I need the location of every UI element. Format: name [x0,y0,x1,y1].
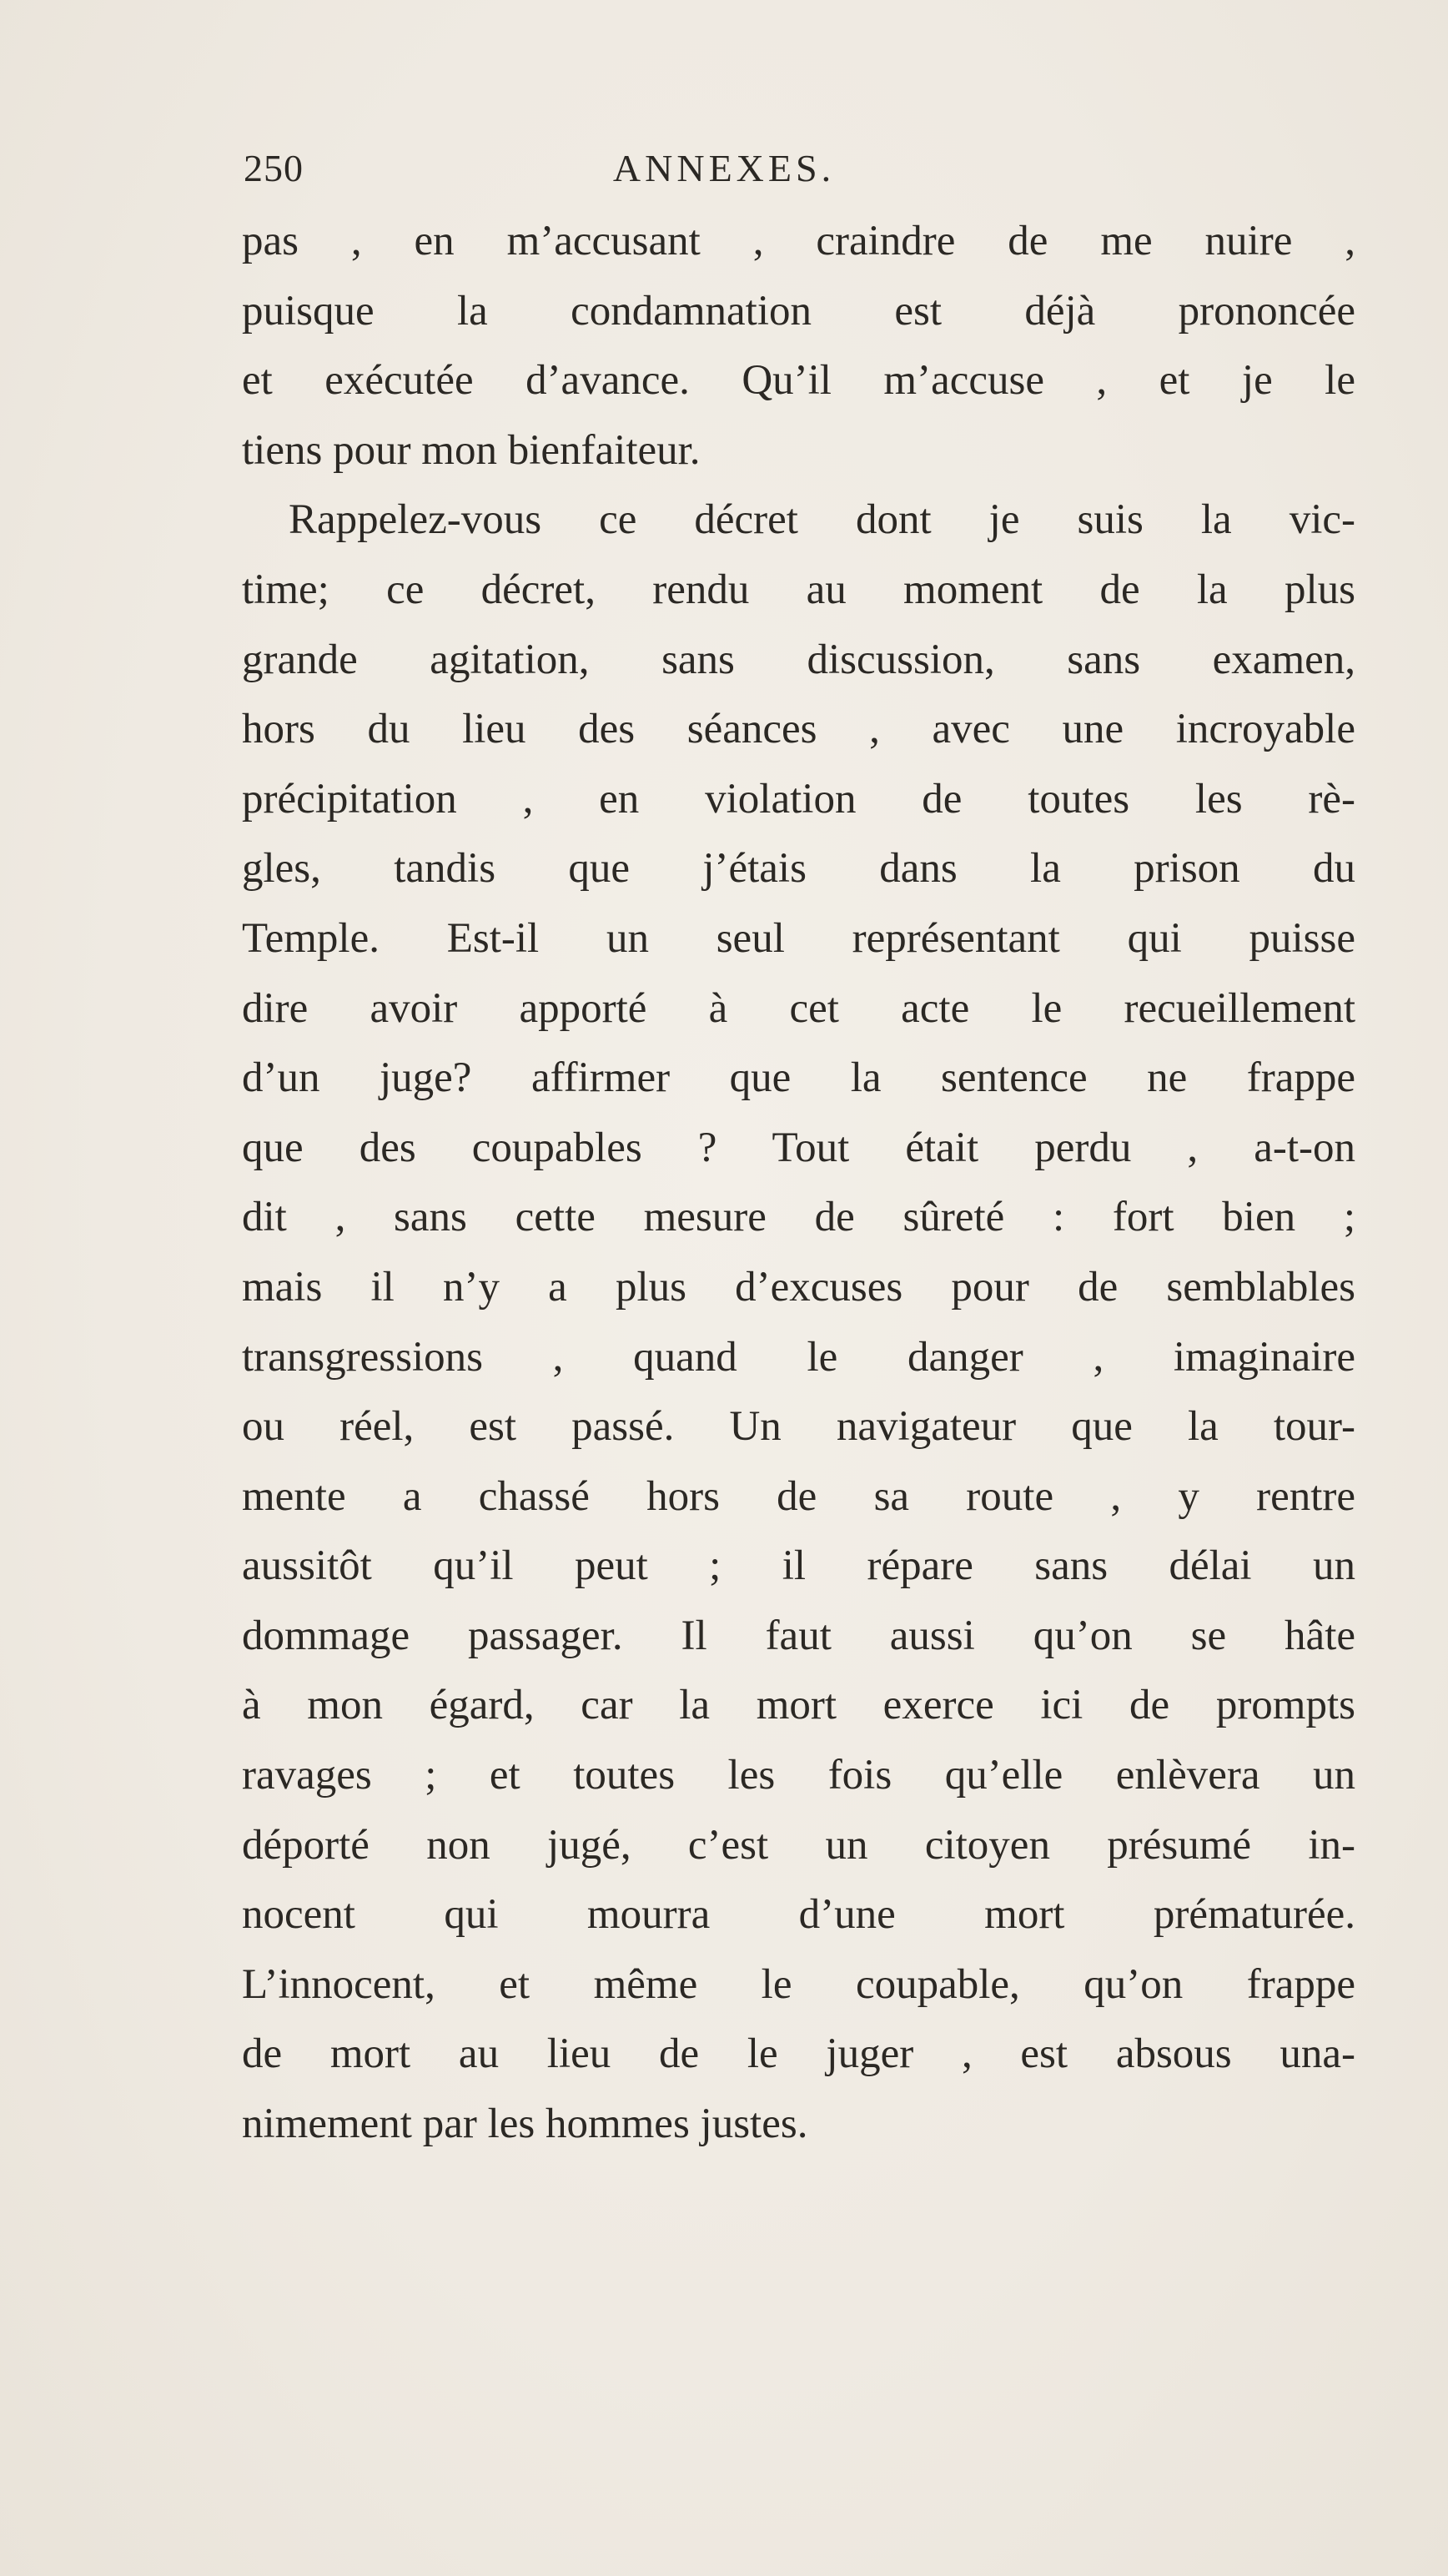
text-line: aussitôt qu’il peut ; il répare sans délai un [242,1542,1355,1590]
text-line: ou réel, est passé. Un navigateur que la tour- [242,1403,1355,1451]
text-line: transgressions , quand le danger , imaginaire [242,1333,1355,1381]
text-line: nimement par les hommes justes. [242,2101,808,2148]
text-line: L’innocent, et même le coupable, qu’on frappe [242,1960,1355,2008]
text-line: de mort au lieu de le juger , est absous una- [242,2030,1355,2078]
text-line: et exécutée d’avance. Qu’il m’accuse , et je le [242,357,1355,405]
text-line: gles, tandis que j’étais dans la prison du [242,845,1355,893]
body-text [242,207,1355,2160]
text-line: dommage passager. Il faut aussi qu’on se hâte [242,1612,1355,1659]
text-line: Rappelez-vous ce décret dont je suis la vic- [289,496,1355,544]
text-line: puisque la condamnation est déjà prononcée [242,287,1355,335]
page-number: 250 [244,147,304,189]
text-line: dire avoir apporté à cet acte le recueillement [242,984,1355,1032]
text-line: précipitation , en violation de toutes les rè- [242,775,1355,823]
text-line: mente a chassé hors de sa route , y rentre [242,1472,1355,1520]
text-line: ravages ; et toutes les fois qu’elle enlèvera un [242,1752,1355,1799]
text-line: tiens pour mon bienfaiteur. [242,426,701,474]
text-line: hors du lieu des séances , avec une incroyable [242,706,1355,753]
text-line: à mon égard, car la mort exerce ici de prompts [242,1682,1355,1729]
text-line: dit , sans cette mesure de sûreté : fort bien ; [242,1194,1355,1241]
text-line: grande agitation, sans discussion, sans examen, [242,636,1355,683]
text-line: déporté non jugé, c’est un citoyen présumé in- [242,1821,1355,1869]
text-line: mais il n’y a plus d’excuses pour de semblables [242,1263,1355,1311]
text-line: pas , en m’accusant , craindre de me nuire , [242,218,1355,264]
running-head [0,143,1448,194]
text-line: que des coupables ? Tout était perdu , a-t-on [242,1124,1355,1171]
text-line: time; ce décret, rendu au moment de la plus [242,566,1355,613]
text-line: nocent qui mourra d’une mort prématurée. [242,1891,1355,1939]
running-title: ANNEXES. [612,147,836,189]
text-line: d’un juge? affirmer que la sentence ne frappe [242,1054,1355,1102]
text-line: Temple. Est-il un seul représentant qui puisse [242,914,1355,962]
